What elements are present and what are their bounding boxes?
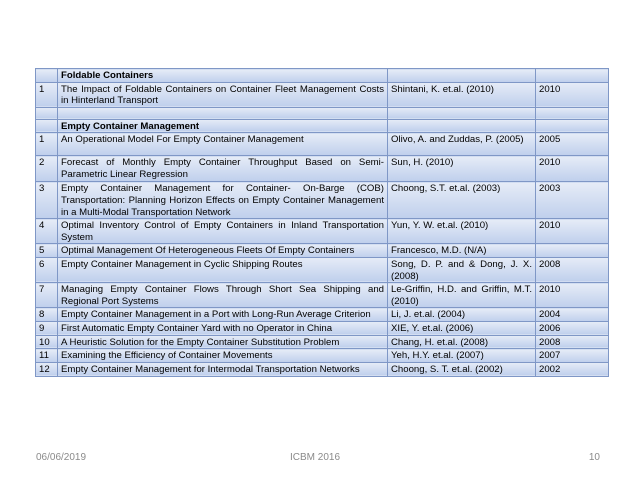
author-cell: Sun, H. (2010) [388, 156, 536, 182]
title-cell [58, 107, 388, 119]
row-number-cell: 9 [36, 321, 58, 335]
title-cell: The Impact of Foldable Containers on Container Fleet Management Costs in Hinterland Transport [58, 82, 388, 107]
author-cell [388, 69, 536, 83]
row-number-cell: 10 [36, 335, 58, 349]
title-cell: Empty Container Management in a Port with Long-Run Average Criterion [58, 308, 388, 322]
year-cell: 2008 [536, 257, 609, 282]
row-number-cell: 12 [36, 362, 58, 376]
title-cell: Empty Container Management in Cyclic Shipping Routes [58, 257, 388, 282]
year-cell: 2006 [536, 321, 609, 335]
author-cell: Li, J. et.al. (2004) [388, 308, 536, 322]
literature-table [35, 68, 609, 377]
author-cell: Le-Griffin, H.D. and Griffin, M.T. (2010) [388, 283, 536, 308]
table-row [36, 349, 609, 363]
row-number-cell: 11 [36, 349, 58, 363]
title-cell: Optimal Inventory Control of Empty Containers in Inland Transportation System [58, 219, 388, 244]
title-cell: Foldable Containers [58, 69, 388, 83]
year-cell: 2010 [536, 283, 609, 308]
row-number-cell [36, 107, 58, 119]
table-row [36, 308, 609, 322]
table-row [36, 219, 609, 244]
title-cell: Forecast of Monthly Empty Container Throughput Based on Semi-Parametric Linear Regression [58, 156, 388, 182]
table-row [36, 335, 609, 349]
author-cell: Choong, S. T. et.al. (2002) [388, 362, 536, 376]
row-number-cell: 3 [36, 182, 58, 219]
author-cell: Yun, Y. W. et.al. (2010) [388, 219, 536, 244]
row-number-cell: 2 [36, 156, 58, 182]
section-header-row [36, 69, 609, 83]
footer-page-number: 10 [588, 452, 600, 463]
year-cell: 2004 [536, 308, 609, 322]
author-cell: Yeh, H.Y. et.al. (2007) [388, 349, 536, 363]
table-row [36, 283, 609, 308]
year-cell [536, 69, 609, 83]
author-cell: Olivo, A. and Zuddas, P. (2005) [388, 133, 536, 156]
row-number-cell: 6 [36, 257, 58, 282]
year-cell: 2007 [536, 349, 609, 363]
table-row [36, 321, 609, 335]
author-cell: XIE, Y. et.al. (2006) [388, 321, 536, 335]
year-cell: 2010 [536, 219, 609, 244]
table-row [36, 82, 609, 107]
year-cell: 2010 [536, 156, 609, 182]
author-cell: Shintani, K. et.al. (2010) [388, 82, 536, 107]
author-cell: Francesco, M.D. (N/A) [388, 244, 536, 258]
year-cell: 2010 [536, 82, 609, 107]
table-row [36, 156, 609, 182]
table-row [36, 244, 609, 258]
author-cell: Song, D. P. and & Dong, J. X.(2008) [388, 257, 536, 282]
author-cell: Chang, H. et.al. (2008) [388, 335, 536, 349]
title-cell: Examining the Efficiency of Container Movements [58, 349, 388, 363]
year-cell [536, 107, 609, 119]
row-number-cell: 5 [36, 244, 58, 258]
title-cell: Optimal Management Of Heterogeneous Fleets Of Empty Containers [58, 244, 388, 258]
row-number-cell [36, 119, 58, 133]
row-number-cell [36, 69, 58, 83]
author-cell [388, 107, 536, 119]
section-header-row [36, 119, 609, 133]
year-cell: 2005 [536, 133, 609, 156]
title-cell: Empty Container Management for Container- On-Barge (COB) Transportation: Planning Horizon Effects on Empty Container Management in a Multi-Modal Transportation Network [58, 182, 388, 219]
table-row [36, 257, 609, 282]
title-cell: An Operational Model For Empty Container Management [58, 133, 388, 156]
year-cell: 2008 [536, 335, 609, 349]
title-cell: A Heuristic Solution for the Empty Container Substitution Problem [58, 335, 388, 349]
title-cell: Managing Empty Container Flows Through Short Sea Shipping and Regional Port Systems [58, 283, 388, 308]
row-number-cell: 7 [36, 283, 58, 308]
footer-date: 06/06/2019 [36, 452, 87, 463]
table-row [36, 362, 609, 376]
author-cell [388, 119, 536, 133]
table-row [36, 107, 609, 119]
footer-event: ICBM 2016 [290, 452, 341, 463]
year-cell [536, 244, 609, 258]
title-cell: First Automatic Empty Container Yard with no Operator in China [58, 321, 388, 335]
row-number-cell: 8 [36, 308, 58, 322]
row-number-cell: 4 [36, 219, 58, 244]
year-cell: 2002 [536, 362, 609, 376]
year-cell [536, 119, 609, 133]
table-row [36, 133, 609, 156]
title-cell: Empty Container Management [58, 119, 388, 133]
title-cell: Empty Container Management for Intermodal Transportation Networks [58, 362, 388, 376]
year-cell: 2003 [536, 182, 609, 219]
row-number-cell: 1 [36, 133, 58, 156]
row-number-cell: 1 [36, 82, 58, 107]
table-row [36, 182, 609, 219]
literature-table-body [36, 69, 609, 377]
author-cell: Choong, S.T. et.al. (2003) [388, 182, 536, 219]
